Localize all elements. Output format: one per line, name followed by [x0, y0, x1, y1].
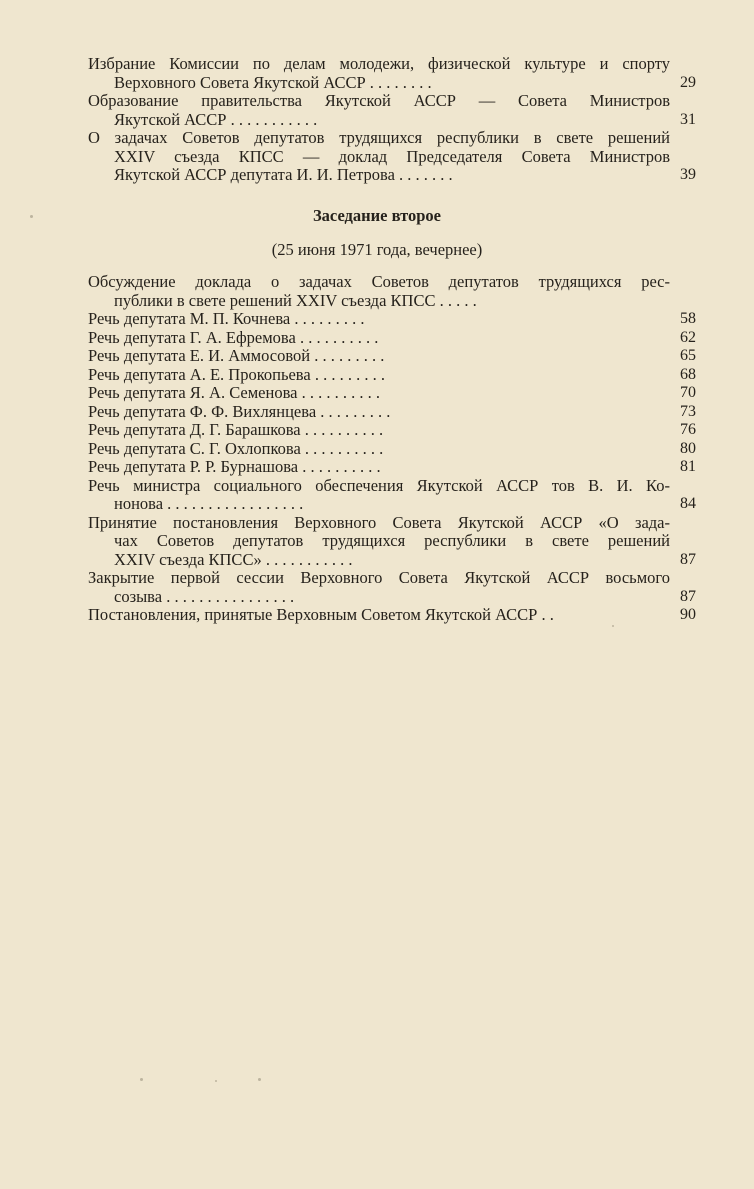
session-title: Заседание второе — [312, 206, 442, 225]
toc-page-number: 31 — [680, 110, 696, 128]
toc-page-number: 84 — [680, 495, 696, 512]
toc-entry-title: Речь депутата Г. А. Ефремова . . . . . . . . . . — [88, 328, 379, 347]
toc-page-number: 87 — [680, 587, 696, 605]
toc-entry — [88, 402, 696, 422]
toc-entry — [88, 55, 696, 92]
toc-entry-continuation: XXIV съезда КПСС — доклад Председателя Совета Министров — [114, 147, 670, 166]
toc-entry — [88, 92, 696, 129]
toc-page-number: 68 — [680, 365, 696, 383]
toc-page-number: 65 — [680, 347, 696, 364]
toc-page-number: 62 — [680, 328, 696, 346]
toc-page-number: 81 — [680, 458, 696, 475]
session-date: (25 июня 1971 года, вечернее) — [271, 240, 483, 259]
toc-entry-title: Речь депутата Я. А. Семенова . . . . . . . . . . — [88, 384, 380, 402]
toc-entry-title: Образование правительства Якутской АССР — Совета Министров — [88, 92, 670, 110]
toc-entry-title: Закрытие первой сессии Верховного Совета Якутской АССР восьмого — [88, 569, 670, 587]
toc-page-number: 90 — [680, 606, 696, 623]
paper-speck — [140, 1078, 143, 1081]
toc-entry-title: Речь депутата Д. Г. Барашкова . . . . . . . . . . — [88, 421, 384, 439]
toc-entry-title: Речь депутата С. Г. Охлопкова . . . . . . . . . . — [88, 439, 384, 458]
paper-speck — [258, 1078, 261, 1081]
toc-page-number: 70 — [680, 384, 696, 401]
toc-entry-title: Речь депутата Е. И. Аммосовой . . . . . . . . . — [88, 347, 385, 365]
paper-speck — [30, 215, 33, 218]
toc-entry — [88, 384, 696, 403]
toc-entry — [88, 347, 696, 366]
toc-entry-continuation: Якутской АССР депутата И. И. Петрова . . . . . . . — [114, 166, 453, 184]
toc-page-number: 73 — [680, 402, 696, 420]
toc-entry-title: Речь министра социального обеспечения Якутской АССР тов В. И. Ко- — [88, 476, 670, 495]
paper-speck — [612, 625, 614, 627]
toc-entry — [88, 569, 696, 606]
toc-entry — [88, 421, 696, 440]
toc-entry-title: Речь депутата А. Е. Прокопьева . . . . . . . . . — [88, 365, 385, 384]
toc-entry-continuation: XXIV съезда КПСС» . . . . . . . . . . . — [114, 550, 353, 569]
toc-entry-continuation: созыва . . . . . . . . . . . . . . . . — [114, 587, 295, 606]
toc-entry-continuation: Верховного Совета Якутской АССР . . . . . . . . — [114, 73, 432, 92]
toc-entry-title: Речь депутата М. П. Кочнева . . . . . . . . . — [88, 310, 365, 328]
toc-entry-continuation: публики в свете решений XXIV съезда КПСС . . . . . — [114, 291, 477, 310]
toc-entry-title: Обсуждение доклада о задачах Советов депутатов трудящихся рес- — [88, 273, 670, 291]
toc-entry-title: О задачах Советов депутатов трудящихся республики в свете решений — [88, 129, 670, 147]
toc-page-number: 76 — [680, 421, 696, 438]
toc-entry-continuation: Якутской АССР . . . . . . . . . . . — [114, 110, 318, 129]
toc-entry-title: Избрание Комиссии по делам молодежи, физической культуре и спорту — [88, 55, 670, 73]
toc-page-number: 39 — [680, 166, 696, 183]
toc-entry — [88, 328, 696, 348]
toc-entry — [88, 129, 696, 185]
toc-block-2 — [88, 273, 696, 625]
toc-entry-title: Принятие постановления Верховного Совета Якутской АССР «О зада- — [88, 513, 670, 532]
toc-block-1 — [88, 55, 696, 185]
toc-page-number: 58 — [680, 310, 696, 327]
toc-page-number: 80 — [680, 439, 696, 457]
toc-entry — [88, 273, 670, 310]
toc-entry — [88, 458, 696, 477]
toc-entry-title: Речь депутата Ф. Ф. Вихлянцева . . . . . . . . . — [88, 402, 391, 421]
toc-entry — [88, 513, 696, 570]
toc-entry — [88, 439, 696, 459]
toc-entry-title: Речь депутата Р. Р. Бурнашова . . . . . . . . . . — [88, 458, 381, 476]
toc-entry — [88, 365, 696, 385]
toc-page-number: 87 — [680, 550, 696, 568]
toc-entry-title: Постановления, принятые Верховным Советом Якутской АССР . . — [88, 606, 554, 624]
toc-entry — [88, 606, 696, 625]
toc-entry — [88, 310, 696, 329]
toc-page-number: 29 — [680, 73, 696, 91]
paper-speck — [215, 1080, 217, 1082]
toc-entry-continuation: чах Советов депутатов трудящихся республики в свете решений — [114, 532, 670, 550]
toc-entry-continuation: нонова . . . . . . . . . . . . . . . . . — [114, 495, 304, 513]
toc-entry — [88, 476, 696, 514]
